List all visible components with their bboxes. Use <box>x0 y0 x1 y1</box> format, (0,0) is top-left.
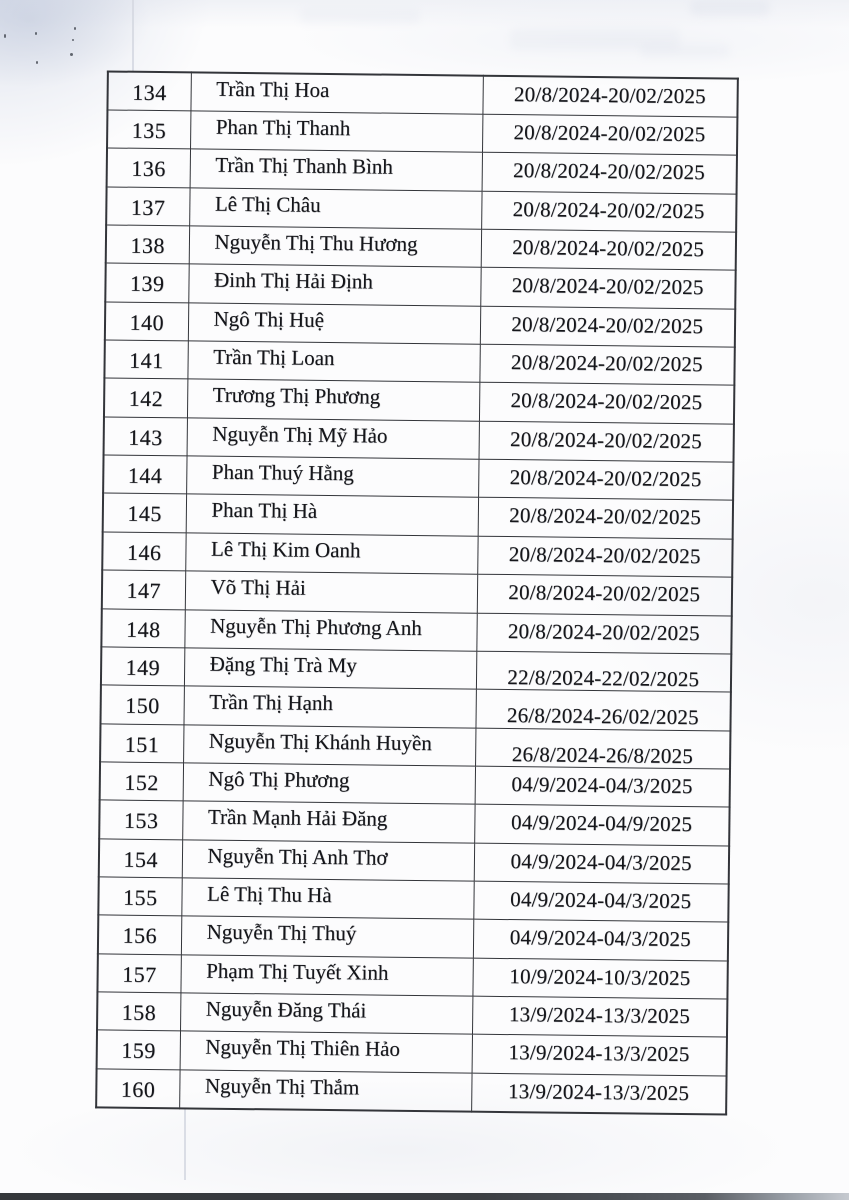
row-number-cell: 150 <box>100 685 183 724</box>
bleedthrough-smudge <box>690 0 770 16</box>
scan-speck <box>74 27 76 30</box>
row-number-cell: 159 <box>97 1030 180 1069</box>
row-name-cell: Lê Thị Kim Oanh <box>185 533 477 575</box>
row-period-cell: 04/9/2024-04/3/2025 <box>473 881 728 922</box>
row-number-cell: 153 <box>99 800 182 839</box>
row-name-cell: Trương Thị Phương <box>187 379 479 421</box>
row-number-cell: 138 <box>106 225 189 264</box>
row-number-cell: 143 <box>104 417 187 456</box>
row-period-cell: 04/9/2024-04/9/2025 <box>474 804 729 845</box>
row-number-cell: 155 <box>98 877 181 916</box>
row-number-cell: 157 <box>97 954 180 993</box>
row-period-cell: 20/8/2024-20/02/2025 <box>481 229 736 270</box>
row-name-cell: Võ Thị Hải <box>185 571 477 613</box>
row-period-cell: 20/8/2024-20/02/2025 <box>480 267 735 308</box>
row-name-cell: Lê Thị Châu <box>189 187 481 229</box>
row-name-cell: Trần Thị Loan <box>187 341 479 383</box>
row-period-cell: 20/8/2024-20/02/2025 <box>480 306 735 347</box>
row-name-cell: Nguyễn Thị Thu Hương <box>189 226 481 268</box>
row-name-cell: Nguyễn Đăng Thái <box>180 993 472 1035</box>
row-period-cell: 20/8/2024-20/02/2025 <box>477 536 732 577</box>
row-number-cell: 140 <box>105 302 188 341</box>
row-name-cell: Nguyễn Thị Thuý <box>181 916 473 958</box>
scan-speck <box>35 32 37 35</box>
scan-speck <box>36 61 38 64</box>
row-period-cell: 20/8/2024-20/02/2025 <box>482 76 737 117</box>
row-name-cell: Ngô Thị Huệ <box>188 303 480 345</box>
row-period-cell: 20/8/2024-20/02/2025 <box>478 459 733 500</box>
scan-speck <box>4 34 6 38</box>
row-number-cell: 151 <box>100 724 183 763</box>
row-name-cell: Đặng Thị Trà My <box>184 648 476 690</box>
row-name-cell: Trần Thị Thanh Bình <box>190 149 482 191</box>
row-name-cell: Phan Thị Thanh <box>190 111 482 153</box>
scanner-edge-strip <box>0 1193 849 1200</box>
row-name-cell: Phan Thị Hà <box>186 494 478 536</box>
roster-table <box>95 70 739 1115</box>
row-period-cell: 20/8/2024-20/02/2025 <box>479 344 734 385</box>
row-number-cell: 160 <box>96 1069 179 1108</box>
row-number-cell: 135 <box>107 110 190 149</box>
row-name-cell: Nguyễn Thị Mỹ Hảo <box>187 418 479 460</box>
row-period-cell: 20/8/2024-20/02/2025 <box>477 574 732 615</box>
row-number-cell: 134 <box>107 71 190 110</box>
row-number-cell: 146 <box>102 532 185 571</box>
row-period-cell: 04/9/2024-04/3/2025 <box>475 766 730 807</box>
row-name-cell: Trần Thị Hạnh <box>183 686 475 728</box>
row-period-cell: 20/8/2024-20/02/2025 <box>478 498 733 539</box>
row-number-cell: 139 <box>105 263 188 302</box>
table-row <box>96 1069 726 1115</box>
bleedthrough-smudge <box>300 8 420 24</box>
row-period-cell: 04/9/2024-04/3/2025 <box>474 843 729 884</box>
row-period-cell: 20/8/2024-20/02/2025 <box>479 421 734 462</box>
row-name-cell: Ngô Thị Phương <box>183 763 475 805</box>
row-name-cell: Lê Thị Thu Hà <box>181 878 473 920</box>
row-period-cell: 26/8/2024-26/02/2025 <box>475 689 730 730</box>
row-period-cell: 22/8/2024-22/02/2025 <box>476 651 731 692</box>
row-period-cell: 10/9/2024-10/3/2025 <box>472 958 727 999</box>
row-period-cell: 13/9/2024-13/3/2025 <box>472 996 727 1037</box>
row-number-cell: 158 <box>97 992 180 1031</box>
row-number-cell: 154 <box>99 839 182 878</box>
row-period-cell: 20/8/2024-20/02/2025 <box>481 191 736 232</box>
row-name-cell: Nguyễn Thị Anh Thơ <box>182 840 474 882</box>
row-name-cell: Nguyễn Thị Phương Anh <box>184 609 476 651</box>
scan-speck <box>72 39 74 41</box>
row-number-cell: 145 <box>103 493 186 532</box>
row-number-cell: 137 <box>106 187 189 226</box>
row-period-cell: 20/8/2024-20/02/2025 <box>482 152 737 193</box>
row-name-cell: Nguyễn Thị Khánh Huyền <box>183 724 475 766</box>
row-name-cell: Nguyễn Thị Thắm <box>179 1070 471 1112</box>
row-number-cell: 142 <box>104 378 187 417</box>
row-name-cell: Phan Thuý Hằng <box>186 456 478 498</box>
row-period-cell: 20/8/2024-20/02/2025 <box>482 114 737 155</box>
paper-fold-line-top <box>132 0 134 72</box>
row-number-cell: 147 <box>102 570 185 609</box>
row-number-cell: 148 <box>101 608 184 647</box>
row-name-cell: Nguyễn Thị Thiên Hảo <box>180 1031 472 1073</box>
bleedthrough-smudge <box>640 44 730 58</box>
paper-fold-line-bottom <box>184 1108 186 1180</box>
row-period-cell: 20/8/2024-20/02/2025 <box>476 613 731 654</box>
row-number-cell: 141 <box>104 340 187 379</box>
roster-table-body <box>96 71 738 1114</box>
row-number-cell: 152 <box>100 762 183 801</box>
row-name-cell: Trần Thị Hoa <box>190 72 482 114</box>
row-name-cell: Phạm Thị Tuyết Xinh <box>180 955 472 997</box>
row-name-cell: Trần Mạnh Hải Đăng <box>182 801 474 843</box>
scan-speck <box>70 53 73 56</box>
row-number-cell: 149 <box>101 647 184 686</box>
row-period-cell: 20/8/2024-20/02/2025 <box>479 383 734 424</box>
row-number-cell: 136 <box>107 148 190 187</box>
row-period-cell: 26/8/2024-26/8/2025 <box>475 728 730 769</box>
row-period-cell: 13/9/2024-13/3/2025 <box>472 1035 727 1076</box>
row-number-cell: 156 <box>98 915 181 954</box>
row-period-cell: 13/9/2024-13/3/2025 <box>471 1073 726 1114</box>
row-period-cell: 04/9/2024-04/3/2025 <box>473 920 728 961</box>
row-number-cell: 144 <box>103 455 186 494</box>
row-name-cell: Đinh Thị Hải Định <box>188 264 480 306</box>
